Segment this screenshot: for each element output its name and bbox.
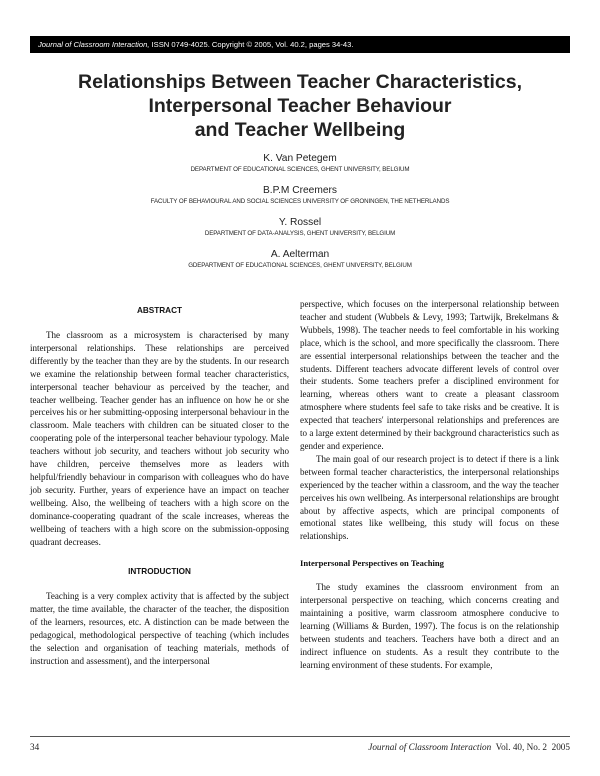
right-column xyxy=(300,298,559,672)
introduction-paragraph-2: The main goal of our research project is to detect if there is a link between formal teacher characteristics, the interpersonal relationships experienced by the teacher within a classroom, and the way the teacher perceives his own wellbeing. As interpersonal relationships are brought about by affective aspects, which are principal components of emotional states like wellbeing, this study will focus on these relationships. xyxy=(300,453,559,542)
author-affiliation: DEPARTMENT OF DATA-ANALYSIS, GHENT UNIVERSITY, BELGIUM xyxy=(204,230,396,237)
title-line-1: Relationships Between Teacher Characteristics, xyxy=(78,71,522,93)
subsection-heading: Interpersonal Perspectives on Teaching xyxy=(300,558,444,569)
footer-journal-info xyxy=(368,741,570,753)
author-affiliation: DEPARTMENT OF EDUCATIONAL SCIENCES, GHENT UNIVERSITY, BELGIUM xyxy=(190,166,410,173)
author-affiliation: GDEPARTMENT OF EDUCATIONAL SCIENCES, GHENT UNIVERSITY, BELGIUM xyxy=(188,262,412,269)
page-footer xyxy=(30,736,570,753)
left-column xyxy=(30,305,289,668)
abstract-heading: ABSTRACT xyxy=(136,306,183,315)
author-entry xyxy=(30,248,570,271)
author-name: Y. Rossel xyxy=(278,217,322,228)
running-head-journal: Journal of Classroom Interaction, xyxy=(38,40,150,49)
introduction-heading: INTRODUCTION xyxy=(128,567,191,577)
author-name: B.P.M Creemers xyxy=(263,185,337,196)
author-block xyxy=(30,152,570,280)
article-title xyxy=(30,70,570,142)
author-name: K. Van Petegem xyxy=(263,153,337,164)
subsection-text: The study examines the classroom environment from an interpersonal perspective on teaching, which concerns creating and maintaining a positive, warm classroom atmosphere conducive to learning (Williams & Burden, 1997). The focus is on the relationship between students and teachers. Teachers have both a direct and an indirect influence on students. As a result they contribute to the learning environment of these students. For example, xyxy=(300,582,559,670)
abstract-text: The classroom as a microsystem is characterised by many interpersonal relationships. These relationships are perceived differently by the teacher than they are by the students. In our research we examine the relationship between formal teacher characteristics, interpersonal teacher behaviour as perceived by the teacher, and teacher wellbeing. Teacher gender has an influence on how he or she perceives his or her submitting-opposing interpersonal behaviour in the classroom. Male teachers with children can be situated closer to the cooperating pole of the interpersonal teacher behaviour typology. Male teachers without job security, and teachers without job security who have children, perceive themselves more as leaders with helpful/friendly behaviour in comparison with colleagues who do have job security. Further, years of experience have an impact on teacher wellbeing. Also, the wellbeing of teachers with a high score on the dominance-cooperating quadrant of the scale increases, whereas the wellbeing of teachers with a high score on the submission-opposing quadrant decreases. xyxy=(30,330,289,547)
running-head xyxy=(30,36,570,53)
introduction-paragraph-continued: perspective, which focuses on the interpersonal relationship between teacher and student (Wubbels & Levy, 1993; Tartwijk, Brekelmans & Wubbels, 1998). The teacher needs to feel comfortable in his working place, which is the school, and more specifically the classroom. There are essential interpersonal relationships between the teacher and the students. Different teachers advocate different levels of control over their students. Some teachers prefer a disciplined environment for learning, whereas others want to create a pleasant classroom atmosphere where students feel safe to take risks and be creative. It is expected that teachers' interpersonal relationships and preferences are to a large extent determined by their background characteristics such as gender and experience. xyxy=(300,299,559,451)
page-number: 34 xyxy=(30,742,40,752)
author-name: A. Aelterman xyxy=(270,249,330,260)
author-entry xyxy=(30,216,570,239)
author-entry xyxy=(30,184,570,207)
title-line-3: and Teacher Wellbeing xyxy=(194,119,406,141)
footer-volume: Vol. 40, No. 2 2005 xyxy=(491,742,570,752)
running-head-citation: ISSN 0749-4025. Copyright © 2005, Vol. 40.2, pages 34-43. xyxy=(149,40,354,49)
title-line-2: Interpersonal Teacher Behaviour xyxy=(148,95,452,117)
author-affiliation: FACULTY OF BEHAVIOURAL AND SOCIAL SCIENCES UNIVERSITY OF GRONINGEN, THE NETHERLANDS xyxy=(150,198,450,205)
introduction-paragraph: Teaching is a very complex activity that is affected by the subject matter, the time available, the character of the teacher, the disposition of the learners, resources, etc. A distinction can be made between the pedagogical, methodological perspective of teaching (which includes the selection and organisation of teaching materials, methods of instruction and assessment), and the interpersonal xyxy=(30,591,289,666)
footer-journal-name: Journal of Classroom Interaction xyxy=(368,742,492,752)
author-entry xyxy=(30,152,570,175)
